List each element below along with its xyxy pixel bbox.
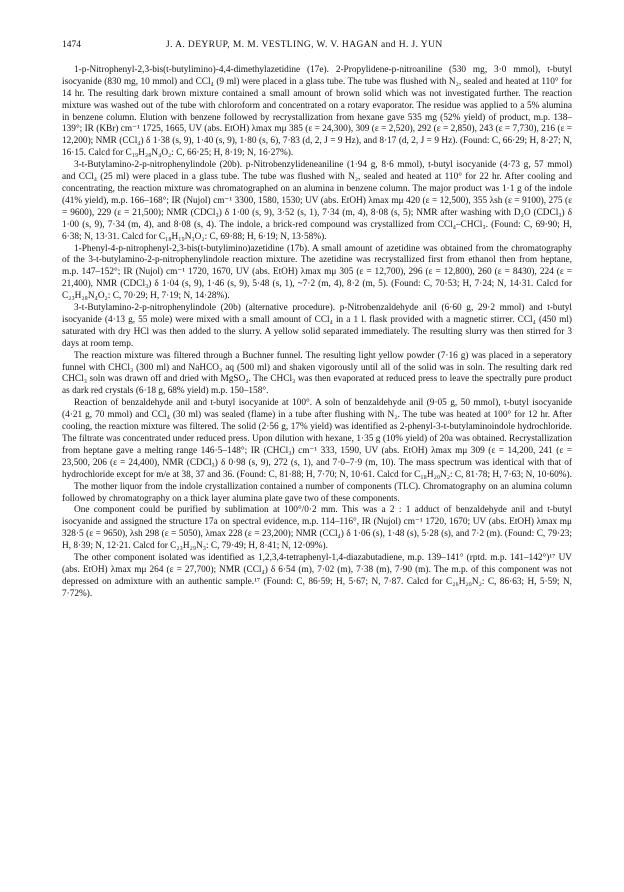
- paragraph-adduct-17a: One component could be purified by sublimation at 100°/0·2 mm. This was a 2 : 1 adduct of benzaldehyde anil and t-butyl isocyanide and assigned the structure 17a on spectral evidence, m.p. 114–116°, IR (Nujol) cm⁻¹ 1720, 1670; UV (abs. EtOH) λmax mμ 328·5 (ε = 9650), λsh 298 (ε = 5050), λmax 228 (ε = 23,200); NMR (CCl₄) δ 1·06 (s), 1·48 (s), 5·28 (s), and 7·2 (m). (Found: C, 79·23; H, 8·39; N, 12·21. Calcd for C₂₃H₂₉N₃: C, 79·49; H, 8·41; N, 12·09%).: [62, 505, 572, 552]
- paragraph-diazabutadiene: The other component isolated was identified as 1,2,3,4-tetraphenyl-1,4-diazabutadiene, m.p. 139–141° (rptd. m.p. 141–142°)¹⁷ UV (abs. EtOH) λmax mμ 264 (ε = 27,700); NMR (CCl₄) δ 6·54 (m), 7·02 (m), 7·38 (m), 7·90 (m). The m.p. of this component was not depressed on admixture with an authentic sample.¹⁷ (Found: C, 86·59; H, 5·67; N, 7·87. Calcd for C₂₆H₂₀N₂: C, 86·63; H, 5·59; N, 7·72%).: [62, 553, 572, 599]
- paragraph-azetidine-17b: 1-Phenyl-4-p-nitrophenyl-2,3-bis(t-butylimino)azetidine (17b). A small amount of azetidine was obtained from the chromatography of the 3-t-butylamino-2-p-nitrophenylindole reaction mixture. The azetidine was recrystallized first from ethanol then from heptane, m.p. 147–152°; IR (Nujol) cm⁻¹ 1720, 1670, UV (abs. EtOH) λmax mμ 305 (ε = 12,700), 296 (ε = 12,800), 260 (ε = 8430), 224 (ε = 21,400), NMR (CDCl₃) δ 1·04 (s, 9), 1·46 (s, 9), 5·48 (s, 1), ~7·2 (m, 4), 8·2 (m, 5). (Found: C, 70·53; H, 7·24; N, 14·31. Calcd for C₂₃H₂₈N₄O₂: C, 70·29; H, 7·19; N, 14·28%).: [62, 243, 572, 302]
- page-header: [62, 40, 572, 52]
- paragraph-indole-20b-alternative: 3-t-Butylamino-2-p-nitrophenylindole (20b) (alternative procedure). p-Nitrobenzaldehyde anil (6·60 g, 29·2 mmol) and t-butyl isocyanide (4·13 g, 55 mole) were mixed with a small amount of CCl₄ in a 1 l. flask provided with a magnetic stirrer. CCl₄ (450 ml) saturated with dry HCl was then added to the slurry. A yellow solid separated immediately. The resulting slurry was then stirred for 3 days at room temp.: [62, 303, 572, 349]
- paragraph-mother-liquor: The mother liquor from the indole crystallization contained a number of components (TLC). Chromatography on an alumina column followed by chromatography on a thick layer alumina plate gave two of these components.: [62, 481, 572, 504]
- journal-page: [62, 40, 572, 601]
- page-number: 1474: [62, 40, 81, 50]
- paragraph-filtration-workup: The reaction mixture was filtered through a Buchner funnel. The resulting light yellow powder (7·16 g) was placed in a seperatory funnel with CHCl₃ (300 ml) and NaHCO₃ aq (500 ml) and shaken vigorously until all of the solid was in soln. The resulting dark red CHCl₃ soln was drawn off and dried with MgSO₄. The CHCl₃ was then evaporated at reduced press to leave the spectrally pure product as dark red crystals (6·18 g, 68% yield) m.p. 150–158°.: [62, 350, 572, 397]
- paragraph-indole-20b: 3-t-Butylamino-2-p-nitrophenylindole (20b). p-Nitrobenzylideneaniline (1·94 g, 8·6 mmol), t-butyl isocyanide (4·73 g, 57 mmol) and CCl₄ (25 ml) were placed in a glass tube. The tube was flushed with N₂, sealed and heated at 110° for 22 hr. After cooling and concentrating, the reaction mixture was chromatographed on an alumina in benzene column. The major product was 1·1 g of the indole (41% yield), m.p. 166–168°; IR (Nujol) cm⁻¹ 3300, 1580, 1530; UV (abs. EtOH) λmax mμ 420 (ε = 12,500), 355 λsh (ε = 9100), 275 (ε = 9600), 229 (ε = 21,500); NMR (CDCl₃) δ 1·00 (s, 9), 3·52 (s, 1), 7·34 (m, 4), 8·08 (s, 5); NMR after washing with D₂O (CDCl₃) δ 1·00 (s, 9), 7·34 (m, 4), and 8·08 (s, 4). The indole, a brick-red compound was crystallized from CCl₄–CHCl₃. (Found: C, 69·90; H, 6·38; N, 13·31. Calcd for C₁₈H₁₉N₃O₂: C, 69·88; H, 6·19; N, 13·58%).: [62, 160, 572, 242]
- paragraph-azetidine-17e: 1-p-Nitrophenyl-2,3-bis(t-butylimino)-4,4-dimethylazetidine (17e). 2-Propylidene-p-nitroaniline (530 mg, 3·0 mmol), t-butyl isocyanide (830 mg, 10 mmol) and CCl₄ (9 ml) were placed in a glass tube. The tube was flushed with N₂, sealed and heated at 110° for 14 hr. The resulting dark brown mixture contained a small amount of brown solid which was not investigated further. The reaction mixture was washed out of the tube with chloroform and concentrated on a rotary evaporator. The residue was applied to a 5% alumina in benzene column. Elution with benzene followed by recrystallization from hexane gave 535 mg (52% yield) of product, m.p. 138–139°; IR (KBr) cm⁻¹ 1725, 1665, UV (abs. EtOH) λmax mμ 385 (ε = 24,300), 309 (ε = 2,520), 292 (ε = 2,850), 243 (ε = 7,730), 216 (ε = 12,200); NMR (CCl₄) δ 1·38 (s, 9), 1·40 (s, 9), 1·80 (s, 6), 7·83 (d, 2, J = 9 Hz), and 8·17 (d, 2, J = 9 Hz). (Found: C, 66·29; H, 8·27; N, 16·15. Calcd for C₁₉H₂₈N₄O₂: C, 66·25; H, 8·19; N, 16·27%).: [62, 64, 572, 159]
- running-head-authors: J. A. DEYRUP, M. M. VESTLING, W. V. HAGAN and H. J. YUN: [166, 40, 443, 50]
- paragraph-benzaldehyde-anil-reaction: Reaction of benzaldehyde anil and t-butyl isocyanide at 100°. A soln of benzaldehyde anil (9·05 g, 50 mmol), t-butyl isocyanide (4·21 g, 70 mmol) and CCl₄ (30 ml) was sealed (flame) in a tube after flushing with N₂. The tube was heated at 100° for 12 hr. After cooling, the reaction mixture was filtered. The solid (2·56 g, 17% yield) was identified as 2-phenyl-3-t-butylaminoindole hydrochloride. The filtrate was concentrated under reduced press. Upon dilution with hexane, 1·35 g (10% yield) of 20a was obtained. Recrystallization from heptane gave a melting range 146·5–148°; IR (CHCl₃) cm⁻¹ 333, 1590, UV (abs. EtOH) λmax mμ 309 (ε = 14,200, 241 (ε = 23,500, 206 (ε = 24,400), NMR (CDCl₃) δ 0·98 (s, 9), 272 (s, 1), and 7·0–7·9 (m, 10). The mass spectrum was identical with that of hydrochloride except for m/e at 38, 37 and 36. (Found: C, 81·88; H, 7·70; N, 10·61. Calcd for C₁₈H₂₀N₂: C, 81·78; H, 7·63; N, 10·60%).: [62, 398, 572, 480]
